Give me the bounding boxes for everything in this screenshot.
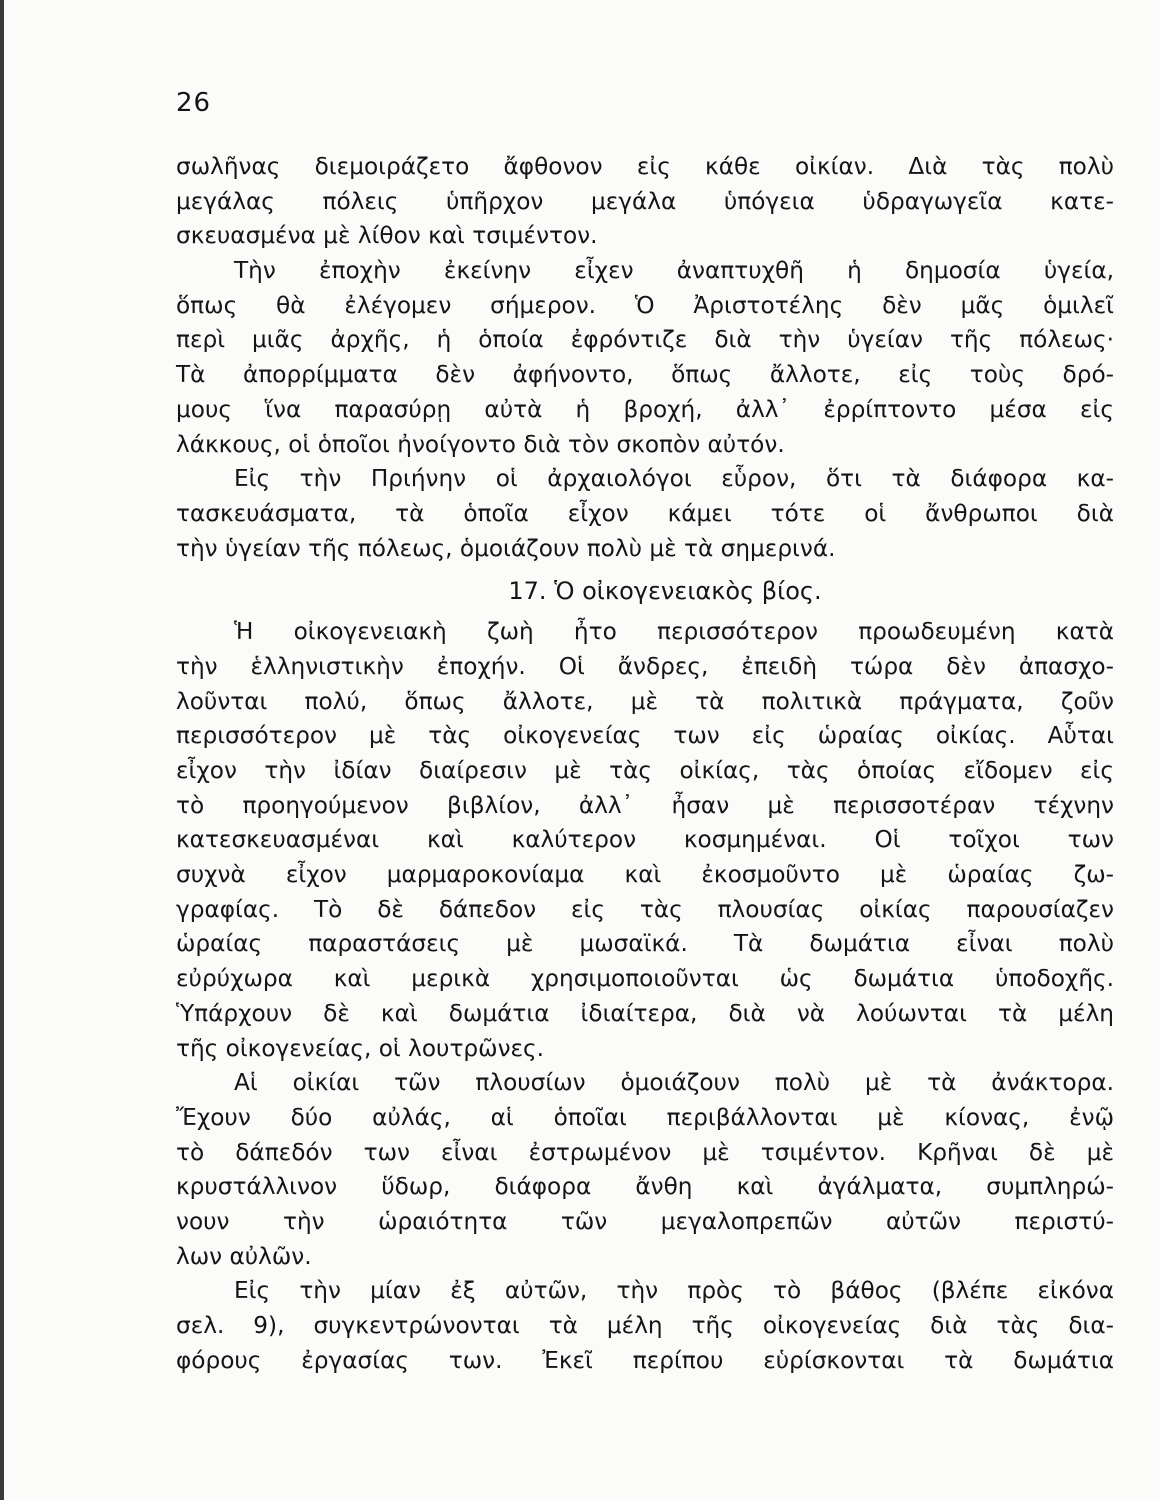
text-line: λων αὐλῶν.: [176, 1242, 312, 1270]
text-line: Τὰ ἀπορρίμματα δὲν ἀφήνοντο, ὅπως ἄλλοτε, εἰς τοὺς δρό-: [176, 361, 1114, 389]
text-line: τασκευάσματα, τὰ ὁποῖα εἶχον κάμει τότε οἱ ἄνθρωποι διὰ: [176, 499, 1114, 527]
text-line: λοῦνται πολύ, ὅπως ἄλλοτε, μὲ τὰ πολιτικὰ πράγματα, ζοῦν: [176, 687, 1114, 715]
text-line: κρυστάλλινον ὕδωρ, διάφορα ἄνθη καὶ ἀγάλματα, συμπληρώ-: [176, 1173, 1114, 1201]
text-line: περὶ μιᾶς ἀρχῆς, ἡ ὁποία ἐφρόντιζε διὰ τὴν ὑγείαν τῆς πόλεως·: [176, 326, 1114, 354]
text-line: ὅπως θὰ ἐλέγομεν σήμερον. Ὁ Ἀριστοτέλης δὲν μᾶς ὁμιλεῖ: [176, 291, 1114, 319]
text-line: Τὴν ἐποχὴν ἐκείνην εἶχεν ἀναπτυχθῆ ἡ δημοσία ὑγεία,: [234, 257, 1114, 285]
text-line: Αἱ οἰκίαι τῶν πλουσίων ὁμοιάζουν πολὺ μὲ τὰ ἀνάκτορα.: [234, 1069, 1114, 1097]
text-line: περισσότερον μὲ τὰς οἰκογενείας των εἰς ὡραίας οἰκίας. Αὗται: [176, 722, 1114, 750]
text-line: Ἔχουν δύο αὐλάς, αἱ ὁποῖαι περιβάλλονται μὲ κίονας, ἐνῷ: [176, 1103, 1114, 1131]
text-line: τὴν ἑλληνιστικὴν ἐποχήν. Οἱ ἄνδρες, ἐπειδὴ τώρα δὲν ἀπασχο-: [176, 652, 1114, 680]
text-line: σκευασμένα μὲ λίθον καὶ τσιμέντον.: [176, 222, 598, 250]
text-line: φόρους ἐργασίας των. Ἐκεῖ περίπου εὑρίσκονται τὰ δωμάτια: [176, 1346, 1114, 1374]
text-line: τῆς οἰκογενείας, οἱ λουτρῶνες.: [176, 1034, 545, 1062]
text-line: Ἡ οἰκογενειακὴ ζωὴ ἦτο περισσότερον προωδευμένη κατὰ: [234, 618, 1114, 646]
text-line: νουν τὴν ὡραιότητα τῶν μεγαλοπρεπῶν αὐτῶν περιστύ-: [176, 1207, 1114, 1235]
section-heading: 17. Ὁ οἰκογενειακὸς βίος.: [508, 577, 822, 606]
text-line: σωλῆνας διεμοιράζετο ἄφθονον εἰς κάθε οἰκίαν. Διὰ τὰς πολὺ: [176, 153, 1114, 180]
text-line: Ὑπάρχουν δὲ καὶ δωμάτια ἰδιαίτερα, διὰ νὰ λούωνται τὰ μέλη: [176, 999, 1114, 1027]
body-text: [176, 150, 1114, 1378]
text-line: σελ. 9), συγκεντρώνονται τὰ μέλη τῆς οἰκογενείας διὰ τὰς δια-: [176, 1312, 1114, 1339]
text-line: ὡραίας παραστάσεις μὲ μωσαϊκά. Τὰ δωμάτια εἶναι πολὺ: [176, 930, 1114, 958]
text-line: τὸ δάπεδόν των εἶναι ἐστρωμένον μὲ τσιμέντον. Κρῆναι δὲ μὲ: [176, 1138, 1114, 1166]
text-line: τὴν ὑγείαν τῆς πόλεως, ὁμοιάζουν πολὺ μὲ τὰ σημερινά.: [176, 534, 836, 562]
text-line: κατεσκευασμέναι καὶ καλύτερον κοσμημέναι. Οἱ τοῖχοι των: [176, 826, 1114, 854]
page-number: 26: [176, 88, 212, 118]
text-line: εὐρύχωρα καὶ μερικὰ χρησιμοποιοῦνται ὡς δωμάτια ὑποδοχῆς.: [176, 965, 1114, 993]
text-line: λάκκους, οἱ ὁποῖοι ἠνοίγοντο διὰ τὸν σκοπὸν αὐτόν.: [176, 430, 785, 458]
text-line: Εἰς τὴν μίαν ἐξ αὐτῶν, τὴν πρὸς τὸ βάθος (βλέπε εἰκόνα: [234, 1277, 1114, 1305]
text-line: Εἰς τὴν Πριήνην οἱ ἀρχαιολόγοι εὗρον, ὅτι τὰ διάφορα κα-: [234, 465, 1114, 493]
text-line: μους ἵνα παρασύρῃ αὐτὰ ἡ βροχή, ἀλλ᾽ ἐρρίπτοντο μέσα εἰς: [176, 395, 1114, 423]
text-line: μεγάλας πόλεις ὑπῆρχον μεγάλα ὑπόγεια ὑδραγωγεῖα κατε-: [176, 187, 1114, 215]
text-line: εἶχον τὴν ἰδίαν διαίρεσιν μὲ τὰς οἰκίας, τὰς ὁποίας εἴδομεν εἰς: [176, 757, 1114, 784]
text-line: γραφίας. Τὸ δὲ δάπεδον εἰς τὰς πλουσίας οἰκίας παρουσίαζεν: [176, 895, 1114, 923]
text-line: συχνὰ εἶχον μαρμαροκονίαμα καὶ ἐκοσμοῦντο μὲ ὡραίας ζω-: [176, 861, 1114, 889]
text-line: τὸ προηγούμενον βιβλίον, ἀλλ᾽ ἦσαν μὲ περισσοτέραν τέχνην: [176, 791, 1114, 819]
